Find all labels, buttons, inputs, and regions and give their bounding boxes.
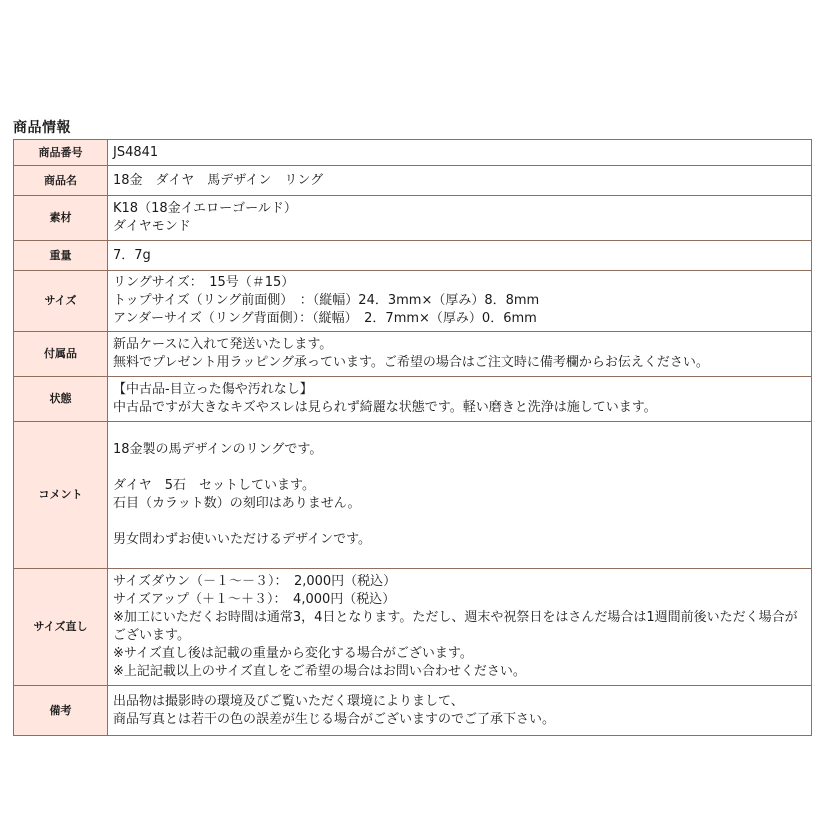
value-comment <box>108 422 811 568</box>
resize-line: サイズアップ（＋１～＋３）： 4,000円（税込） <box>113 592 396 607</box>
product-name: 18金 ダイヤ 馬デザイン リング <box>113 172 324 188</box>
label-size: サイズ <box>14 271 107 331</box>
comment-line: ダイヤ 5石 セットしています。 <box>113 478 315 493</box>
comment-line <box>113 459 807 477</box>
comment-line <box>113 549 807 567</box>
size-line: トップサイズ（リング前面側） ：（縦幅）24．3mm×（厚み）8．8mm <box>113 293 540 308</box>
row-comment <box>14 422 811 568</box>
weight-value: 7．7g <box>113 247 151 263</box>
material-line: K18（18金イエローゴールド） <box>113 201 297 216</box>
row-remarks <box>14 686 811 735</box>
row-resize <box>14 569 811 685</box>
label-accessories: 付属品 <box>14 332 107 376</box>
resize-line: サイズダウン（－１～－３）： 2,000円（税込） <box>113 574 397 589</box>
row-condition <box>14 377 811 421</box>
condition-line: 【中古品-目立った傷や汚れなし】 <box>113 382 313 397</box>
label-material: 素材 <box>14 196 107 240</box>
product-info-table <box>13 139 812 736</box>
label-weight: 重量 <box>14 241 107 270</box>
size-line: リングサイズ： 15号（＃15） <box>113 275 295 290</box>
value-remarks <box>108 686 811 735</box>
remarks-line: 商品写真とは若干の色の誤差が生じる場合がございますのでご了承下さい。 <box>113 711 556 727</box>
value-resize <box>108 569 811 685</box>
value-condition <box>108 377 811 421</box>
row-size <box>14 271 811 331</box>
size-line: アンダーサイズ（リング背面側）：（縦幅） 2．7mm×（厚み）0．6mm <box>113 311 537 326</box>
label-comment: コメント <box>14 422 107 568</box>
value-product-code <box>108 140 811 165</box>
remarks-line: 出品物は撮影時の環境及びご覧いただく環境によりまして、 <box>113 693 464 709</box>
comment-line <box>113 423 807 441</box>
label-product-name: 商品名 <box>14 166 107 195</box>
row-material <box>14 196 811 240</box>
comment-line: 石目（カラット数）の刻印はありません。 <box>113 496 361 511</box>
condition-line: 中古品ですが大きなキズやスレは見られず綺麗な状態です。軽い磨きと洗浄は施しています。 <box>113 400 657 415</box>
row-product-name <box>14 166 811 195</box>
product-code: JS4841 <box>113 144 159 160</box>
value-material <box>108 196 811 240</box>
resize-line: ※加工にいただくお時間は通常3，4日となります。ただし、週末や祝祭日をはさんだ場合は1週間前後いただく場合がございます。 <box>113 610 798 643</box>
comment-line <box>113 513 807 531</box>
label-condition: 状態 <box>14 377 107 421</box>
value-product-name <box>108 166 811 195</box>
label-resize: サイズ直し <box>14 569 107 685</box>
value-weight <box>108 241 811 270</box>
resize-line: ※上記記載以上のサイズ直しをご希望の場合はお問い合わせください。 <box>113 664 526 679</box>
comment-line: 18金製の馬デザインのリングです。 <box>113 442 323 457</box>
label-product-code: 商品番号 <box>14 140 107 165</box>
row-product-code <box>14 140 811 165</box>
row-weight <box>14 241 811 270</box>
value-size <box>108 271 811 331</box>
value-accessories <box>108 332 811 376</box>
accessories-line: 新品ケースに入れて発送いたします。 <box>113 337 333 352</box>
accessories-line: 無料でプレゼント用ラッピング承っています。ご希望の場合はご注文時に備考欄からお伝えください。 <box>113 355 709 370</box>
row-accessories <box>14 332 811 376</box>
label-remarks: 備考 <box>14 686 107 735</box>
material-line: ダイヤモンド <box>113 219 191 234</box>
resize-line: ※サイズ直し後は記載の重量から変化する場合がございます。 <box>113 646 473 661</box>
section-title: 商品情報 <box>13 120 71 136</box>
comment-line: 男女問わずお使いいただけるデザインです。 <box>113 532 372 547</box>
